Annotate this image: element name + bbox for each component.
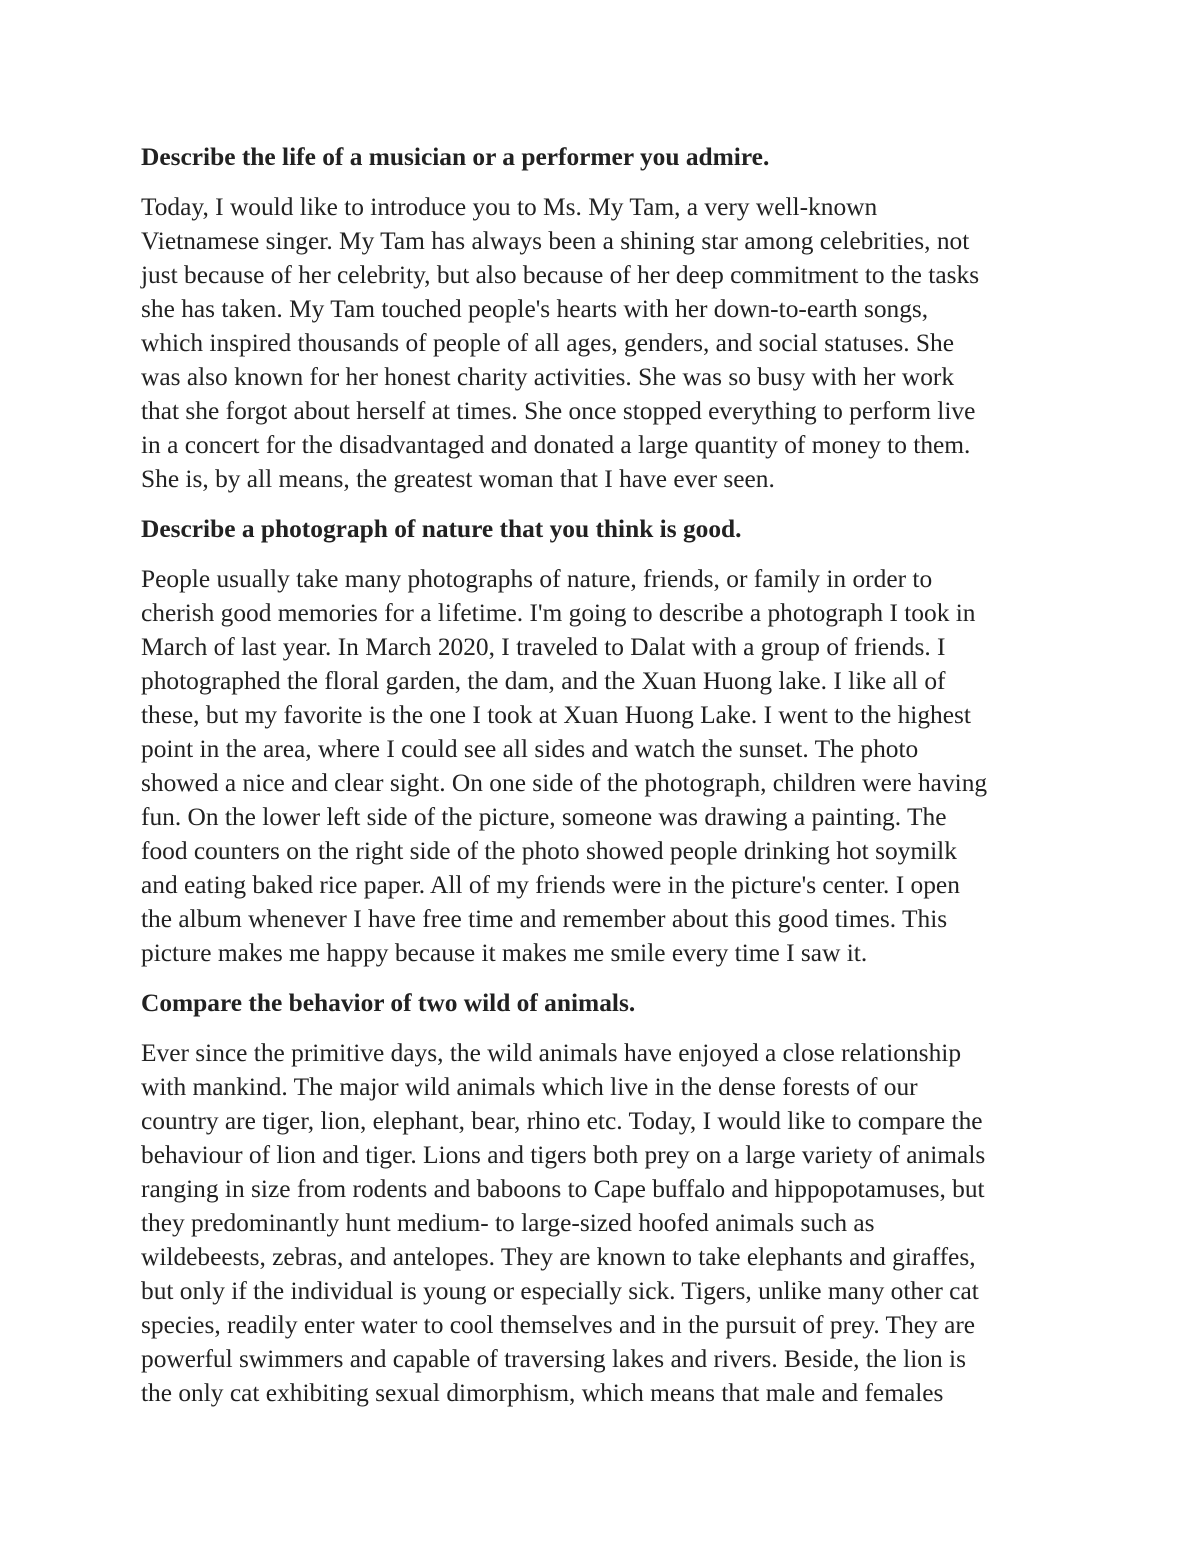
section-paragraph [141,562,1081,970]
paragraph-line: and eating baked rice paper. All of my friends were in the picture's center. I open [141,871,960,899]
paragraph-line: People usually take many photographs of nature, friends, or family in order to [141,565,933,593]
paragraph-line: these, but my favorite is the one I took at Xuan Huong Lake. I went to the highest [141,701,971,729]
paragraph-line: She is, by all means, the greatest woman that I have ever seen. [141,465,775,493]
paragraph-line: but only if the individual is young or especially sick. Tigers, unlike many other cat [141,1277,979,1305]
paragraph-line: species, readily enter water to cool themselves and in the pursuit of prey. They are [141,1311,976,1339]
section-heading: Compare the behavior of two wild of animals. [141,989,636,1017]
paragraph-line: fun. On the lower left side of the picture, someone was drawing a painting. The [141,803,947,831]
paragraph-line: food counters on the right side of the photo showed people drinking hot soymilk [141,837,957,865]
paragraph-line: in a concert for the disadvantaged and donated a large quantity of money to them. [141,431,971,459]
paragraph-line: just because of her celebrity, but also because of her deep commitment to the tasks [141,261,980,289]
paragraph-line: picture makes me happy because it makes me smile every time I saw it. [141,939,868,967]
section-paragraph [141,1036,1081,1410]
paragraph-line: showed a nice and clear sight. On one side of the photograph, children were having [141,769,988,797]
paragraph-line: cherish good memories for a lifetime. I'm going to describe a photograph I took in [141,599,976,627]
paragraph-line: March of last year. In March 2020, I traveled to Dalat with a group of friends. I [141,633,946,661]
paragraph-line: the only cat exhibiting sexual dimorphism, which means that male and females [141,1379,944,1407]
paragraph-line: ranging in size from rodents and baboons to Cape buffalo and hippopotamuses, but [141,1175,985,1203]
paragraph-line: she has taken. My Tam touched people's hearts with her down-to-earth songs, [141,295,929,323]
section-heading: Describe a photograph of nature that you think is good. [141,515,742,543]
paragraph-line: they predominantly hunt medium- to large-sized hoofed animals such as [141,1209,875,1237]
document-page [141,140,1081,1426]
paragraph-line: point in the area, where I could see all sides and watch the sunset. The photo [141,735,919,763]
paragraph-line: Today, I would like to introduce you to Ms. My Tam, a very well-known [141,193,878,221]
paragraph-line: the album whenever I have free time and remember about this good times. This [141,905,948,933]
paragraph-line: was also known for her honest charity activities. She was so busy with her work [141,363,955,391]
paragraph-line: with mankind. The major wild animals which live in the dense forests of our [141,1073,918,1101]
paragraph-line: that she forgot about herself at times. She once stopped everything to perform live [141,397,976,425]
section-paragraph [141,190,1081,496]
paragraph-line: photographed the floral garden, the dam, and the Xuan Huong lake. I like all of [141,667,946,695]
section-heading: Describe the life of a musician or a performer you admire. [141,143,770,171]
paragraph-line: country are tiger, lion, elephant, bear, rhino etc. Today, I would like to compare the [141,1107,983,1135]
paragraph-line: Ever since the primitive days, the wild animals have enjoyed a close relationship [141,1039,962,1067]
paragraph-line: which inspired thousands of people of all ages, genders, and social statuses. She [141,329,955,357]
paragraph-line: wildebeests, zebras, and antelopes. They are known to take elephants and giraffes, [141,1243,976,1271]
paragraph-line: behaviour of lion and tiger. Lions and tigers both prey on a large variety of animals [141,1141,986,1169]
paragraph-line: powerful swimmers and capable of traversing lakes and rivers. Beside, the lion is [141,1345,966,1373]
paragraph-line: Vietnamese singer. My Tam has always been a shining star among celebrities, not [141,227,970,255]
